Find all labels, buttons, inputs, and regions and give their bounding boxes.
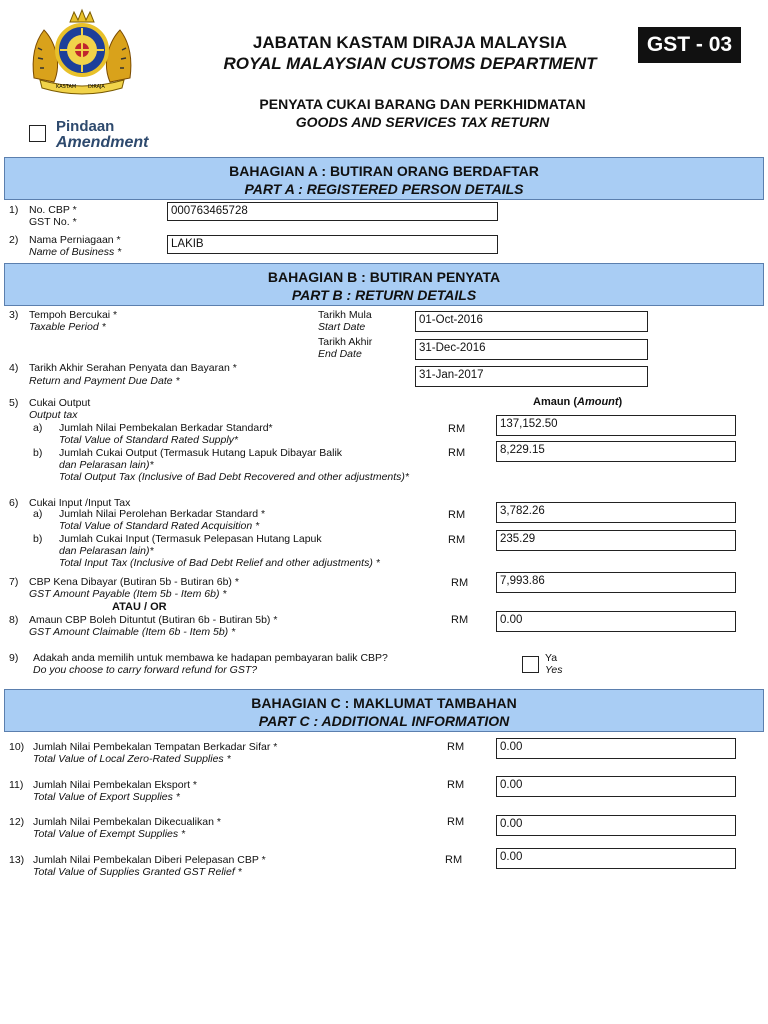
- item-13-number: 13): [9, 854, 25, 866]
- or-separator: ATAU / OR: [112, 601, 167, 613]
- item-6b-label-en: Total Input Tax (Inclusive of Bad Debt Relief and other adjustments) *: [59, 557, 380, 569]
- standard-rated-supply-field[interactable]: 137,152.50: [496, 415, 736, 436]
- item-12-number: 12): [9, 816, 25, 828]
- part-c-header: [4, 689, 764, 732]
- exempt-supplies-field[interactable]: 0.00: [496, 815, 736, 836]
- item-4-label-ms: Tarikh Akhir Serahan Penyata dan Bayaran *: [29, 362, 237, 374]
- item-1-label-en: GST No. *: [29, 216, 77, 228]
- svg-text:DIRAJA: DIRAJA: [88, 84, 105, 90]
- item-9-label-en: Do you choose to carry forward refund for GST?: [33, 664, 258, 676]
- item-2-label-ms: Nama Perniagaan *: [29, 234, 121, 246]
- output-tax-field[interactable]: 8,229.15: [496, 441, 736, 462]
- currency-label-6b: RM: [448, 534, 466, 546]
- item-12-label-en: Total Value of Exempt Supplies *: [33, 828, 186, 840]
- amount-header-en: Amount: [577, 396, 619, 408]
- item-3-label-en: Taxable Period *: [29, 321, 106, 333]
- gst-payable-field[interactable]: 7,993.86: [496, 572, 736, 593]
- item-13-label-ms: Jumlah Nilai Pembekalan Diberi Pelepasan CBP *: [33, 854, 266, 866]
- due-date-field[interactable]: 31-Jan-2017: [415, 366, 648, 387]
- yes-label-en: Yes: [545, 664, 563, 676]
- item-8-label-en: GST Amount Claimable (Item 6b - Item 5b) *: [29, 626, 236, 638]
- end-date-field[interactable]: 31-Dec-2016: [415, 339, 648, 360]
- item-2-number: 2): [9, 234, 19, 246]
- department-title-ms: JABATAN KASTAM DIRAJA MALAYSIA: [252, 33, 568, 52]
- gst-relief-supplies-field[interactable]: 0.00: [496, 848, 736, 869]
- item-1-label-ms: No. CBP *: [29, 204, 77, 216]
- amendment-checkbox[interactable]: [29, 125, 46, 142]
- item-5-label-en: Output tax: [29, 409, 78, 421]
- part-a-title-en: PART A : REGISTERED PERSON DETAILS: [244, 181, 524, 197]
- zero-rated-supplies-field[interactable]: 0.00: [496, 738, 736, 759]
- item-9-number: 9): [9, 652, 19, 664]
- currency-label-5b: RM: [448, 447, 466, 459]
- item-11-label-ms: Jumlah Nilai Pembekalan Eksport *: [33, 779, 197, 791]
- item-5-number: 5): [9, 397, 19, 409]
- form-subtitle-en: GOODS AND SERVICES TAX RETURN: [295, 114, 550, 130]
- item-5b-label-ms: Jumlah Cukai Output (Termasuk Hutang Lapuk Dibayar Balik: [59, 447, 343, 459]
- item-10-label-en: Total Value of Local Zero-Rated Supplies *: [33, 753, 231, 765]
- item-2-label-en: Name of Business *: [29, 246, 122, 258]
- item-5a-label-en: Total Value of Standard Rated Supply*: [59, 434, 239, 446]
- part-b-title-ms: BAHAGIAN B : BUTIRAN PENYATA: [267, 269, 501, 285]
- item-10-label-ms: Jumlah Nilai Pembekalan Tempatan Berkadar Sifar *: [33, 741, 278, 753]
- item-9-label-ms: Adakah anda memilih untuk membawa ke hadapan pembayaran balik CBP?: [33, 652, 388, 664]
- item-10-number: 10): [9, 741, 25, 753]
- item-6b-label-ms: Jumlah Cukai Input (Termasuk Pelepasan Hutang Lapuk: [59, 533, 322, 545]
- amount-header-ms: Amaun (: [533, 396, 577, 408]
- item-5b-label-en: Total Output Tax (Inclusive of Bad Debt Recovered and other adjustments)*: [59, 471, 410, 483]
- item-5b-letter: b): [33, 447, 43, 459]
- item-6a-label-ms: Jumlah Nilai Perolehan Berkadar Standard *: [59, 508, 266, 520]
- carry-forward-checkbox[interactable]: [522, 656, 539, 673]
- end-date-label-ms: Tarikh Akhir: [318, 336, 373, 348]
- start-date-field[interactable]: 01-Oct-2016: [415, 311, 648, 332]
- form-subtitle-ms: PENYATA CUKAI BARANG DAN PERKHIDMATAN: [259, 96, 586, 112]
- gst-claimable-field[interactable]: 0.00: [496, 611, 736, 632]
- item-3-number: 3): [9, 309, 19, 321]
- item-4-number: 4): [9, 362, 19, 374]
- part-a-title-ms: BAHAGIAN A : BUTIRAN ORANG BERDAFTAR: [229, 163, 539, 179]
- item-12-label-ms: Jumlah Nilai Pembekalan Dikecualikan *: [33, 816, 221, 828]
- item-6b-label-ms-2: dan Pelarasan lain)*: [59, 545, 154, 557]
- form-code-badge: GST - 03: [638, 27, 741, 63]
- item-6-number: 6): [9, 497, 19, 509]
- customs-crest-logo: [26, 8, 138, 100]
- amendment-label-en: Amendment: [56, 134, 149, 151]
- part-b-header: [4, 263, 764, 306]
- item-5a-label-ms: Jumlah Nilai Pembekalan Berkadar Standard*: [59, 422, 273, 434]
- currency-label-7: RM: [451, 577, 469, 589]
- start-date-label-ms: Tarikh Mula: [318, 309, 372, 321]
- export-supplies-field[interactable]: 0.00: [496, 776, 736, 797]
- currency-label-11: RM: [447, 779, 465, 791]
- svg-text:KASTAM: KASTAM: [56, 84, 77, 90]
- amount-column-header: [533, 396, 622, 408]
- item-7-label-ms: CBP Kena Dibayar (Butiran 5b - Butiran 6b) *: [29, 576, 239, 588]
- standard-rated-acquisition-field[interactable]: 3,782.26: [496, 502, 736, 523]
- part-c-title-en: PART C : ADDITIONAL INFORMATION: [258, 713, 510, 729]
- item-5b-label-ms-2: dan Pelarasan lain)*: [59, 459, 154, 471]
- gst-number-field[interactable]: 000763465728: [167, 202, 498, 221]
- currency-label-8: RM: [451, 614, 469, 626]
- business-name-field[interactable]: LAKIB: [167, 235, 498, 254]
- yes-label-ms: Ya: [545, 652, 558, 664]
- item-4-label-en: Return and Payment Due Date *: [29, 375, 180, 387]
- item-6b-letter: b): [33, 533, 43, 545]
- currency-label-5a: RM: [448, 423, 466, 435]
- item-3-label-ms: Tempoh Bercukai *: [29, 309, 118, 321]
- item-5-label-ms: Cukai Output: [29, 397, 91, 409]
- start-date-label-en: Start Date: [318, 321, 366, 333]
- input-tax-field[interactable]: 235.29: [496, 530, 736, 551]
- item-8-label-ms: Amaun CBP Boleh Dituntut (Butiran 6b - Butiran 5b) *: [29, 614, 278, 626]
- item-7-number: 7): [9, 576, 19, 588]
- item-7-label-en: GST Amount Payable (Item 5b - Item 6b) *: [29, 588, 227, 600]
- currency-label-10: RM: [447, 741, 465, 753]
- part-a-header: [4, 157, 764, 200]
- item-11-label-en: Total Value of Export Supplies *: [33, 791, 180, 803]
- item-11-number: 11): [9, 779, 24, 791]
- currency-label-12: RM: [447, 816, 465, 828]
- currency-label-13: RM: [445, 854, 463, 866]
- item-6a-letter: a): [33, 508, 43, 520]
- item-13-label-en: Total Value of Supplies Granted GST Relief *: [33, 866, 242, 878]
- part-b-title-en: PART B : RETURN DETAILS: [291, 287, 477, 303]
- currency-label-6a: RM: [448, 509, 466, 521]
- item-6a-label-en: Total Value of Standard Rated Acquisition *: [59, 520, 260, 532]
- department-title-en: ROYAL MALAYSIAN CUSTOMS DEPARTMENT: [223, 54, 597, 73]
- amount-header-close: ): [618, 396, 623, 408]
- end-date-label-en: End Date: [318, 348, 362, 360]
- item-8-number: 8): [9, 614, 19, 626]
- amendment-label-ms: Pindaan: [56, 118, 115, 135]
- item-6-label: Cukai Input /Input Tax: [29, 497, 131, 509]
- part-c-title-ms: BAHAGIAN C : MAKLUMAT TAMBAHAN: [251, 695, 517, 711]
- item-5a-letter: a): [33, 422, 43, 434]
- item-1-number: 1): [9, 204, 19, 216]
